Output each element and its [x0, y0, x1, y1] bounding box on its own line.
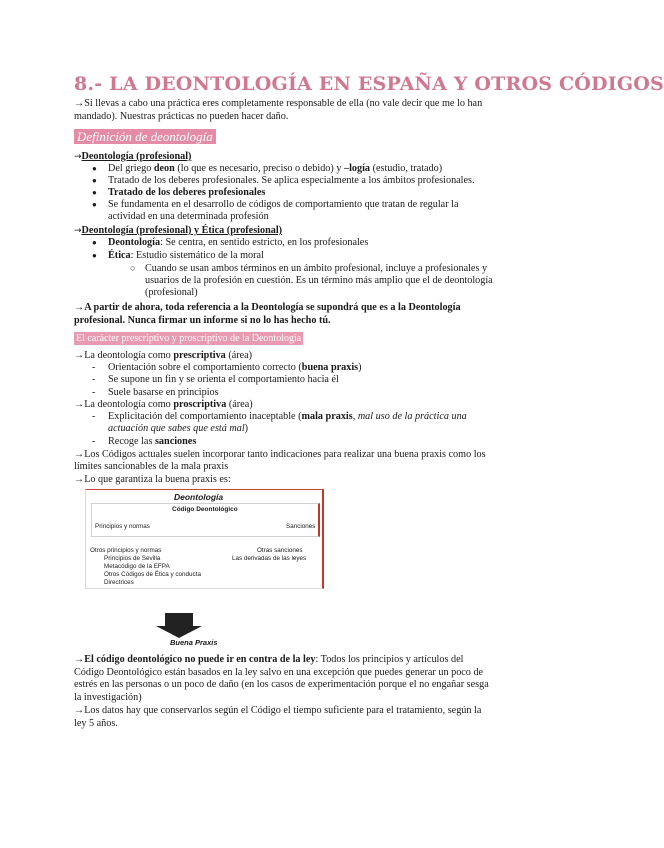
intro-line-1: →Si llevas a cabo una práctica eres completamente responsable de ella (no vale decir que me lo han — [74, 98, 483, 109]
data-note-line-2: ley 5 años. — [74, 718, 118, 729]
bullet-treaty: Tratado de los deberes profesionales. Se aplica especialmente a los ámbitos profesionales. — [108, 175, 475, 186]
data-note-line-1: →Los datos hay que conservarlos según el Código el tiempo suficiente para el tratamiento, según la — [74, 705, 482, 716]
proscriptive-item-1-cont: actuación que sabes que está mal) — [108, 423, 249, 434]
code-box — [91, 503, 320, 537]
law-note-line-1: →El código deontológico no puede ir en contra de la ley: Todos los principios y artículos del — [74, 654, 464, 665]
bullet-icon: ● — [92, 238, 97, 247]
dash-marker: - — [92, 387, 96, 398]
note-line-2: profesional. Nunca firmar un informe si no lo has hecho tú. — [74, 315, 331, 326]
principles-label: Principios y normas — [95, 523, 150, 530]
prescriptive-item-3: Suele basarse en principios — [108, 387, 219, 398]
proscriptive-heading: →La deontología como proscriptiva (área) — [74, 399, 253, 410]
greek-origin: Del griego deon (lo que es necesario, preciso o debido) y –logía (estudio, tratado) — [108, 163, 443, 174]
diagram-item: Principios de Sevilla — [104, 555, 161, 562]
good-praxis-label: Buena Praxis — [170, 638, 218, 647]
other-sanctions-label: Otras sanciones — [257, 547, 303, 554]
bullet-icon: ● — [92, 188, 97, 197]
combined-terms-3: (profesional) — [145, 287, 198, 298]
deontology-ethics-heading: →Deontología (profesional) y Ética (profesional) — [74, 225, 283, 236]
prescriptive-item-2: Se supone un fin y se orienta el comportamiento hacia él — [108, 374, 339, 385]
combined-terms-2: usuarios de la profesión en cuestión. Es un término más amplio que el de deontología — [145, 275, 493, 286]
other-principles-label: Otros principios y normas — [90, 547, 162, 554]
circle-bullet-icon: ○ — [130, 263, 136, 273]
diagram-item: Metacódigo de la EFPA — [104, 563, 170, 570]
dash-marker: - — [92, 374, 96, 385]
prescriptive-heading: →La deontología como prescriptiva (área) — [74, 350, 253, 361]
diagram-item: Otros Códigos de Ética y conducta — [104, 571, 201, 578]
note-line-1: →A partir de ahora, toda referencia a la Deontología se supondrá que es a la Deontología — [74, 302, 461, 313]
combined-terms-1: Cuando se usan ambos términos en un ámbito profesional, incluye a profesionales y — [145, 263, 488, 274]
law-note-line-3: estrés en las personas o un poco de daño (en los casos de experimentación porque el no engañar sesga — [74, 679, 489, 690]
deontology-definition: Deontología: Se centra, en sentido estricto, en los profesionales — [108, 237, 369, 248]
codes-line-2: límites sancionables de la mala praxis — [74, 461, 229, 472]
dash-marker: - — [92, 411, 96, 422]
law-note-line-4: la investigación) — [74, 692, 142, 703]
page-title: 8.- LA DEONTOLOGÍA EN ESPAÑA Y OTROS CÓDIGOS — [74, 73, 664, 95]
bullet-icon: ● — [92, 176, 97, 185]
dash-marker: - — [92, 436, 96, 447]
bullet-icon: ● — [92, 164, 97, 173]
bullet-codes-1: Se fundamenta en el desarrollo de códigos de comportamiento que tratan de regular la — [108, 199, 459, 210]
bullet-codes-2: actividad en una determinada profesión — [108, 211, 269, 222]
sanctions-label: Sanciones — [286, 523, 316, 530]
laws-label: Las derivadas de las leyes — [232, 555, 307, 562]
proscriptive-item-1: Explicitación del comportamiento inaceptable (mala praxis, mal uso de la práctica una — [108, 411, 467, 422]
down-arrow-icon — [165, 613, 193, 627]
ethics-definition: Ética: Estudio sistemático de la moral — [108, 250, 264, 261]
section-heading-definition: Definición de deontología — [74, 129, 216, 144]
dash-marker: - — [92, 362, 96, 373]
prescriptive-item-1: Orientación sobre el comportamiento correcto (buena praxis) — [108, 362, 362, 373]
intro-line-2: mandado). Nuestras prácticas no pueden hacer daño. — [74, 111, 289, 122]
proscriptive-item-2: Recoge las sanciones — [108, 436, 197, 447]
diagram-title: Deontología — [174, 492, 224, 502]
code-box-title: Código Deontológico — [172, 506, 238, 513]
guarantee-line: →Lo que garantiza la buena praxis es: — [74, 474, 231, 485]
bullet-icon: ● — [92, 251, 97, 260]
deontology-heading: →Deontología (profesional) — [74, 151, 192, 162]
down-arrowhead-icon — [156, 626, 202, 638]
bullet-icon: ● — [92, 200, 97, 209]
bullet-treaty-bold: Tratado de los deberes profesionales — [108, 187, 266, 198]
deontology-diagram — [85, 489, 324, 589]
diagram-item: Directrices — [104, 579, 134, 586]
codes-line-1: →Los Códigos actuales suelen incorporar tanto indicaciones para realizar una buena praxis como los — [74, 449, 486, 460]
law-note-line-2: Código Deontológico están basados en la ley salvo en una excepción que puedes generar un poco de — [74, 667, 484, 678]
section-heading-prescriptive: El carácter prescriptivo y proscriptivo de la Deontología — [76, 333, 302, 344]
